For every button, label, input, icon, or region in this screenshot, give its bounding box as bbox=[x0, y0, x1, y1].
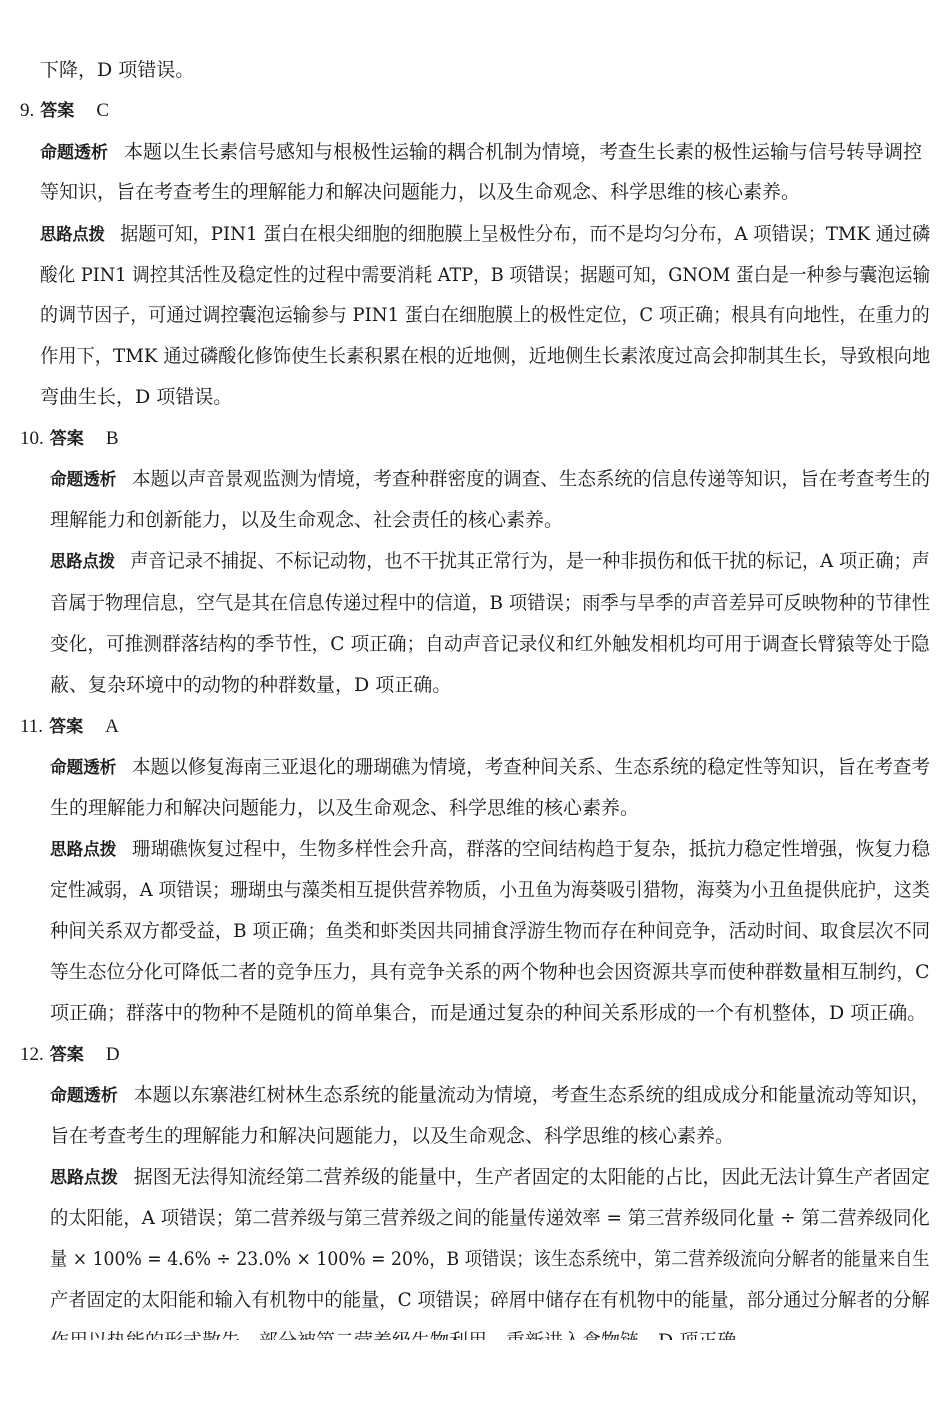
page-cutoff-mask bbox=[0, 1340, 950, 1407]
q11-answer-row bbox=[20, 715, 119, 738]
q12-analysis-line-2: 旨在考查考生的理解能力和解决问题能力，以及生命观念、科学思维的核心素养。 bbox=[50, 1125, 735, 1147]
q10-hint-text-1: 声音记录不捕捉、不标记动物，也不干扰其正常行为，是一种非损伤和低干扰的标记，A 项正确；声 bbox=[130, 550, 930, 572]
q10-hint-label: 思路点拨 bbox=[50, 552, 115, 572]
q10-answer-label: 答案 bbox=[49, 429, 84, 449]
q10-analysis-line-2: 理解能力和创新能力，以及生命观念、社会责任的核心素养。 bbox=[50, 509, 564, 531]
q10-hint-line-4: 蔽、复杂环境中的动物的种群数量，D 项正确。 bbox=[50, 674, 452, 696]
q10-hint-line-2: 音属于物理信息，空气是其在信息传递过程中的信道，B 项错误；雨季与旱季的声音差异可反映物种的节律性 bbox=[50, 592, 931, 614]
q12-hint-text-1: 据图无法得知流经第二营养级的能量中，生产者固定的太阳能的占比，因此无法计算生产者固定 bbox=[133, 1166, 930, 1188]
q10-analysis-label: 命题透析 bbox=[50, 470, 117, 490]
q12-answer-label: 答案 bbox=[49, 1045, 84, 1065]
q10-answer-value: B bbox=[105, 428, 119, 449]
q11-hint-line-5: 项正确；群落中的物种不是随机的简单集合，而是通过复杂的种间关系形成的一个有机整体，D 项正确。 bbox=[50, 1002, 927, 1024]
q12-analysis-label: 命题透析 bbox=[50, 1086, 118, 1106]
q12-hint-line-4: 产者固定的太阳能和输入有机物中的能量，C 项错误；碎屑中储存在有机物中的能量，部分通过分解者的分解 bbox=[50, 1289, 930, 1311]
q12-analysis-line-1 bbox=[50, 1084, 930, 1107]
q9-hint-line-1 bbox=[40, 223, 930, 246]
q11-analysis-line-1 bbox=[50, 756, 930, 779]
q10-hint-line-3: 变化，可推测群落结构的季节性，C 项正确；自动声音记录仪和红外触发相机均可用于调查长臂猿等处于隐 bbox=[50, 633, 930, 655]
q9-hint-line-3: 的调节因子，可通过调控囊泡运输参与 PIN1 蛋白在细胞膜上的极性定位，C 项正确；根具有向地性，在重力的 bbox=[40, 304, 930, 326]
q11-hint-text-1: 珊瑚礁恢复过程中，生物多样性会升高，群落的空间结构趋于复杂，抵抗力稳定性增强，恢复力稳 bbox=[132, 838, 931, 860]
q9-answer-label: 答案 bbox=[40, 101, 75, 121]
q12-hint-line-2: 的太阳能，A 项错误；第二营养级与第三营养级之间的能量传递效率 = 第三营养级同化量 ÷ 第二营养级同化 bbox=[50, 1207, 930, 1229]
q12-number: 12. bbox=[20, 1044, 44, 1065]
q10-answer-row bbox=[20, 427, 119, 450]
q10-analysis-line-1 bbox=[50, 468, 930, 491]
q10-hint-line-1 bbox=[50, 550, 930, 573]
q10-number: 10. bbox=[20, 428, 44, 449]
q9-hint-line-5: 弯曲生长，D 项错误。 bbox=[40, 386, 233, 408]
q12-answer-value: D bbox=[105, 1044, 120, 1065]
intro-line: 下降，D 项错误。 bbox=[40, 59, 195, 81]
q9-analysis-text-1: 本题以生长素信号感知与根极性运输的耦合机制为情境，考查生长素的极性运输与信号转导调控 bbox=[124, 141, 923, 163]
q11-hint-label: 思路点拨 bbox=[50, 840, 117, 860]
q9-analysis-line-1 bbox=[40, 141, 922, 164]
q9-analysis-label: 命题透析 bbox=[40, 143, 108, 163]
q9-answer-value: C bbox=[96, 100, 110, 121]
q10-analysis-text-1: 本题以声音景观监测为情境，考查种群密度的调查、生态系统的信息传递等知识，旨在考查考生的 bbox=[132, 468, 931, 490]
q11-hint-line-2: 定性减弱，A 项错误；珊瑚虫与藻类相互提供营养物质，小丑鱼为海葵吸引猎物，海葵为小丑鱼提供庇护，这类 bbox=[50, 879, 930, 901]
q12-hint-line-3: 量 × 100% = 4.6% ÷ 23.0% × 100% = 20%，B 项错误；该生态系统中，第二营养级流向分解者的能量来自生 bbox=[50, 1248, 930, 1270]
q12-answer-row bbox=[20, 1043, 120, 1066]
q9-analysis-line-2: 等知识，旨在考查考生的理解能力和解决问题能力，以及生命观念、科学思维的核心素养。 bbox=[40, 181, 801, 203]
q11-analysis-line-2: 生的理解能力和解决问题能力，以及生命观念、科学思维的核心素养。 bbox=[50, 797, 640, 819]
q11-answer-value: A bbox=[105, 716, 119, 737]
q9-hint-line-4: 作用下，TMK 通过磷酸化修饰使生长素积累在根的近地侧，近地侧生长素浓度过高会抑制其生长，导致根向地 bbox=[40, 345, 931, 367]
q12-hint-line-1 bbox=[50, 1166, 930, 1189]
q12-hint-label: 思路点拨 bbox=[50, 1168, 118, 1188]
q9-hint-label: 思路点拨 bbox=[40, 225, 105, 245]
q9-hint-line-2: 酸化 PIN1 调控其活性及稳定性的过程中需要消耗 ATP，B 项错误；据题可知，GNOM 蛋白是一种参与囊泡运输 bbox=[40, 264, 931, 286]
q11-hint-line-3: 种间关系双方都受益，B 项正确；鱼类和虾类因共同捕食浮游生物而存在种间竞争，活动时间、取食层次不同 bbox=[50, 920, 931, 942]
q11-hint-line-1 bbox=[50, 838, 930, 861]
q11-analysis-label: 命题透析 bbox=[50, 758, 117, 778]
q11-number: 11. bbox=[20, 716, 44, 737]
q9-hint-text-1: 据题可知，PIN1 蛋白在根尖细胞的细胞膜上呈极性分布，而不是均匀分布，A 项错误；TMK 通过磷 bbox=[120, 223, 931, 245]
q11-hint-line-4: 等生态位分化可降低二者的竞争压力，具有竞争关系的两个物种也会因资源共享而使种群数量相互制约，C bbox=[50, 961, 930, 983]
q11-analysis-text-1: 本题以修复海南三亚退化的珊瑚礁为情境，考查种间关系、生态系统的稳定性等知识，旨在考查考 bbox=[132, 756, 931, 778]
q9-number: 9. bbox=[20, 100, 35, 121]
q11-answer-label: 答案 bbox=[49, 717, 84, 737]
q9-answer-row bbox=[20, 99, 109, 122]
q12-analysis-text-1: 本题以东寨港红树林生态系统的能量流动为情境，考查生态系统的组成成分和能量流动等知识， bbox=[133, 1084, 930, 1106]
